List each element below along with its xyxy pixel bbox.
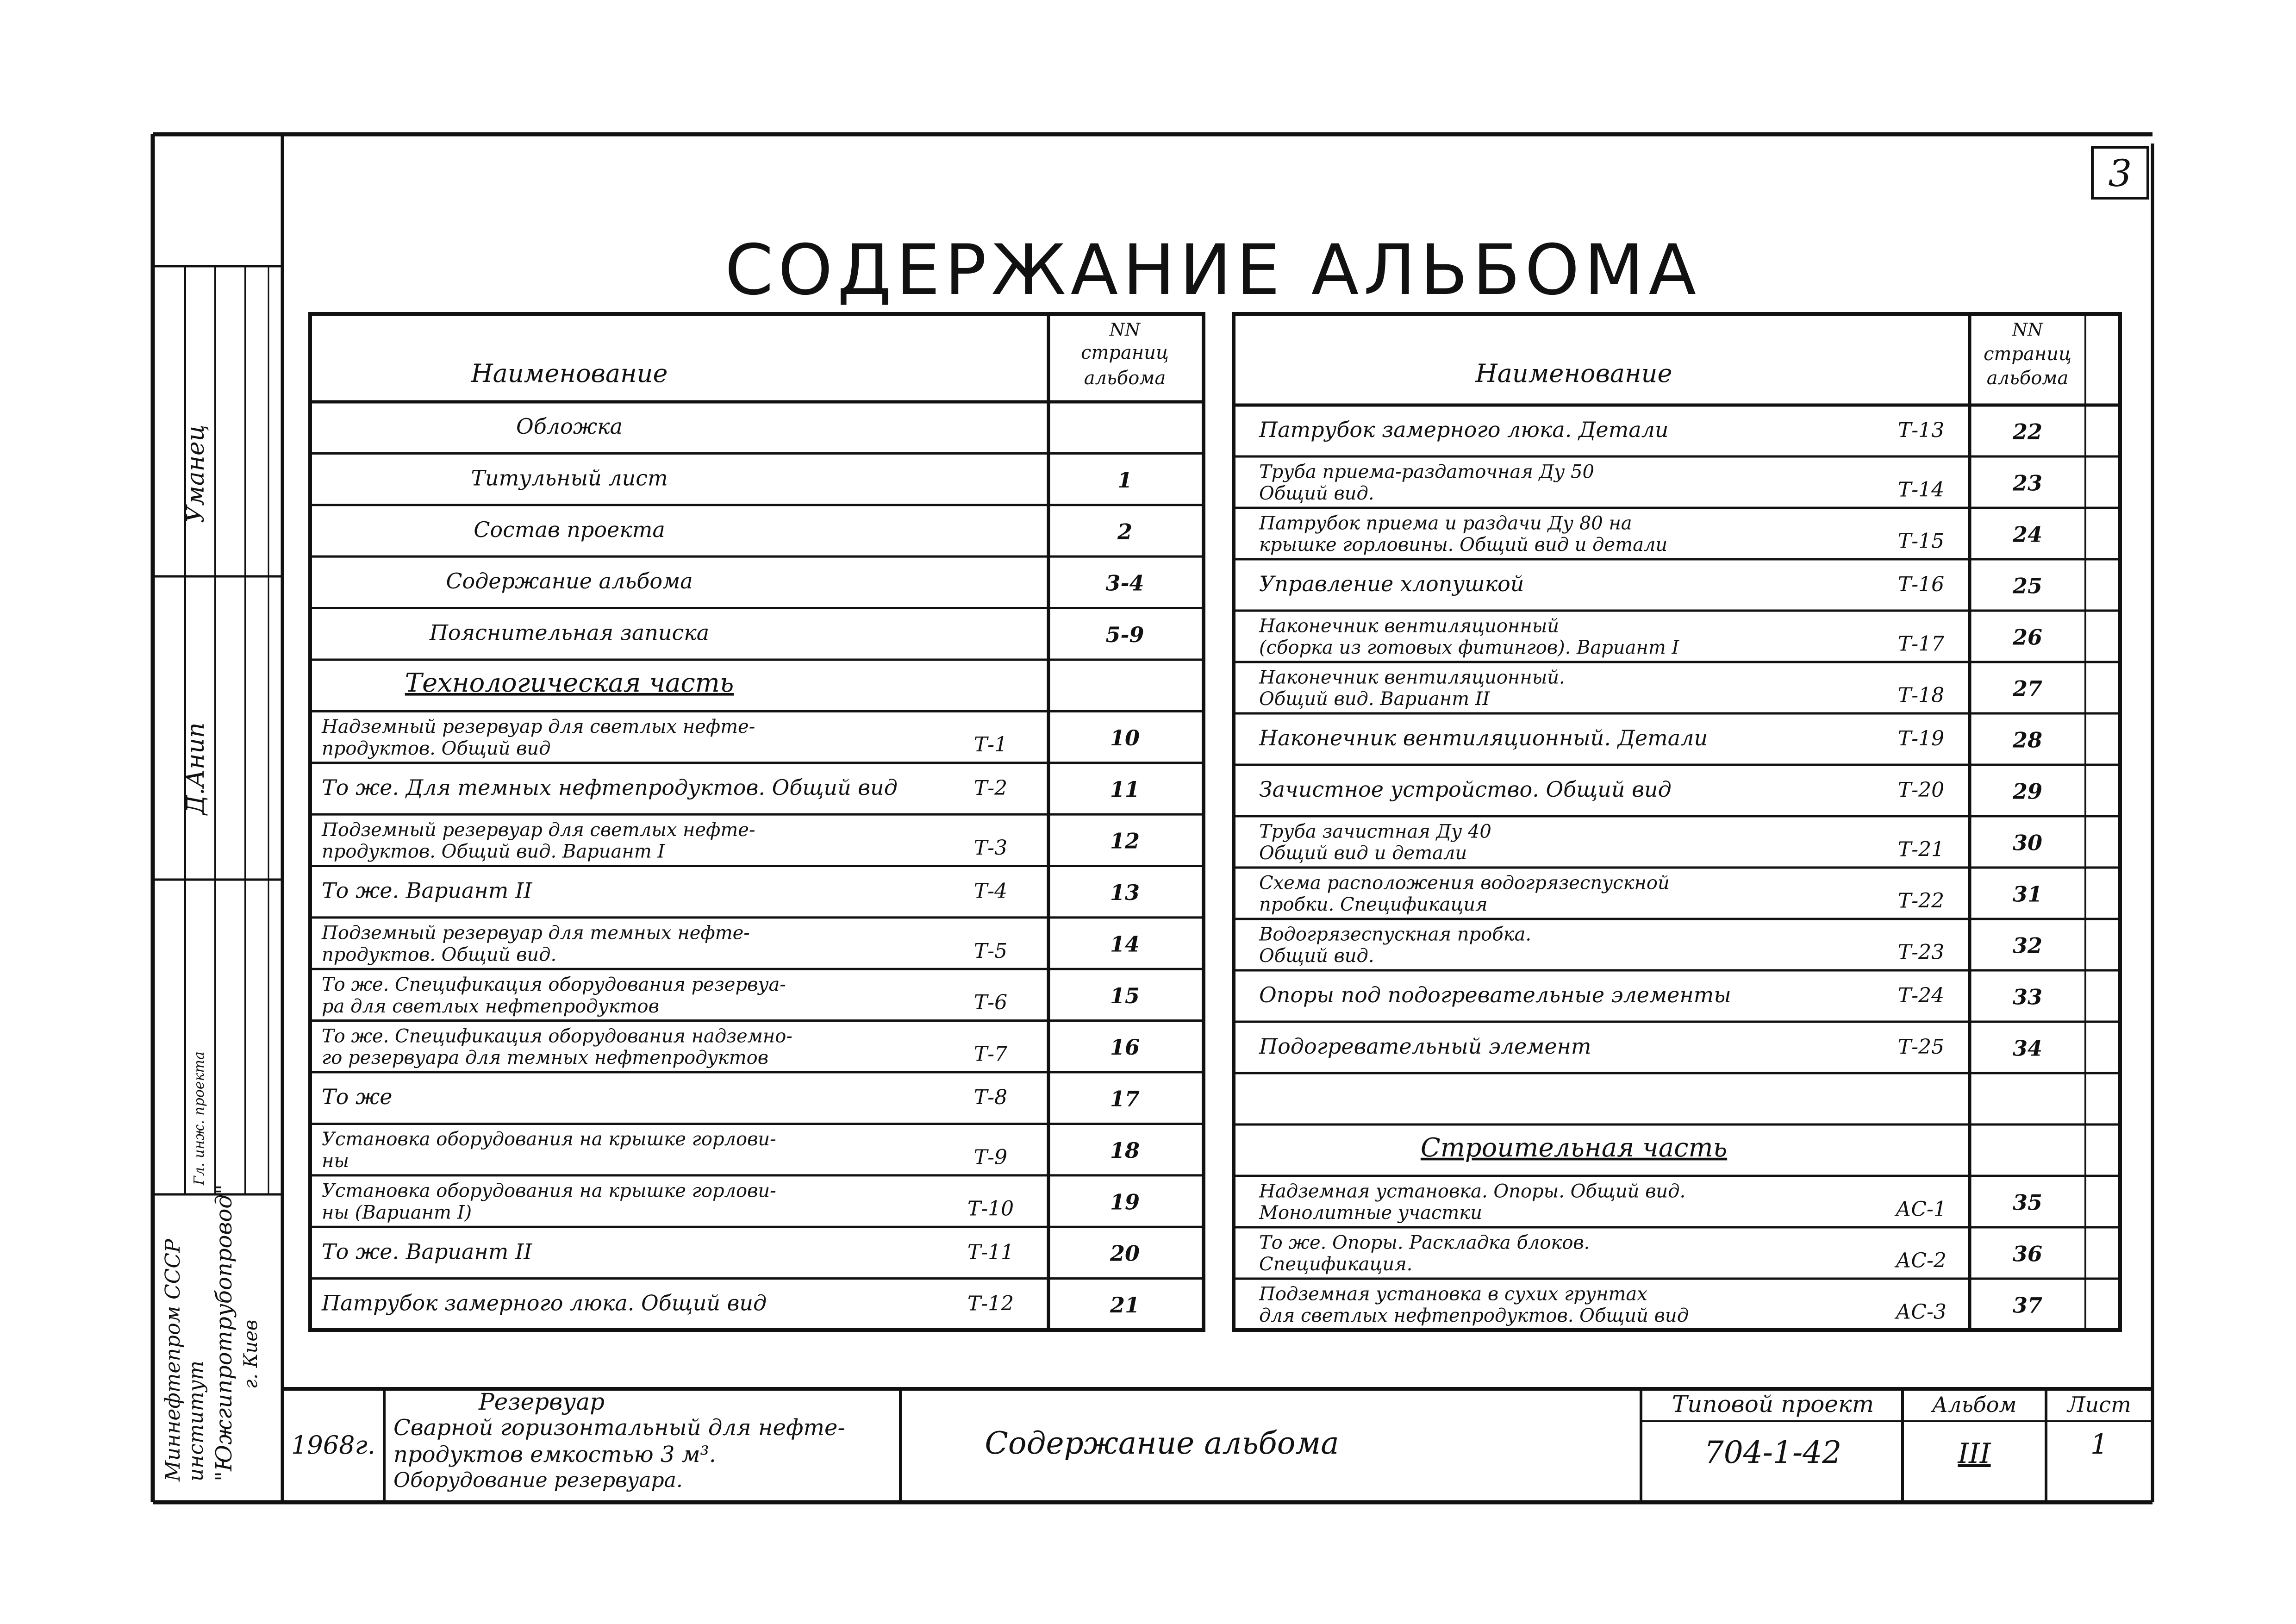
left-header-pages-3: альбома bbox=[1084, 368, 1166, 389]
album-title: СОДЕРЖАНИЕ АЛЬБОМА bbox=[724, 230, 1701, 311]
row-sheet-code: Т-20 bbox=[1897, 778, 1945, 802]
row-page-number: 36 bbox=[2012, 1241, 2043, 1267]
table-row bbox=[321, 819, 1140, 862]
row-name: Схема расположения водогрязеспускной bbox=[1259, 872, 1670, 894]
row-page-number: 16 bbox=[1110, 1035, 1140, 1060]
table-row bbox=[1259, 777, 2042, 804]
row-page-number: 17 bbox=[1110, 1086, 1140, 1112]
sheet-number: 3 bbox=[2108, 152, 2132, 195]
row-page-number: 27 bbox=[2012, 676, 2043, 701]
row-name: Установка оборудования на крышке горлови- bbox=[322, 1180, 776, 1202]
row-name: То же. Для темных нефтепродуктов. Общий вид bbox=[322, 775, 898, 800]
title-block-year: 1968г. bbox=[291, 1430, 375, 1460]
table-row bbox=[322, 1084, 1140, 1111]
row-page-number: 1 bbox=[1117, 467, 1133, 493]
row-name: Наконечник вентиляционный bbox=[1259, 615, 1560, 637]
table-row bbox=[1259, 616, 2042, 659]
row-name: Общий вид. bbox=[1259, 483, 1374, 505]
left-header-name: Наименование bbox=[471, 359, 668, 388]
title-block-sheet-value: 1 bbox=[2090, 1428, 2109, 1461]
left-header-pages-1: NN bbox=[1109, 319, 1141, 340]
row-page-number: 31 bbox=[2012, 881, 2043, 907]
row-name: То же bbox=[322, 1084, 393, 1110]
row-page-number: 2 bbox=[1117, 519, 1133, 544]
row-sheet-code: Т-1 bbox=[973, 733, 1008, 757]
row-sheet-code: Т-25 bbox=[1897, 1035, 1945, 1059]
row-name: Состав проекта bbox=[474, 517, 665, 542]
row-name: Надземный резервуар для светлых нефте- bbox=[322, 716, 755, 738]
table-row bbox=[322, 775, 1140, 802]
table-row bbox=[1259, 571, 2042, 598]
row-sheet-code: Т-17 bbox=[1897, 632, 1945, 656]
table-row bbox=[322, 1129, 1140, 1172]
row-name: Наконечник вентиляционный. bbox=[1259, 667, 1565, 688]
row-sheet-code: Т-13 bbox=[1897, 418, 1945, 442]
row-name: Титульный лист bbox=[471, 465, 668, 491]
title-block-album-value: III bbox=[1958, 1437, 1991, 1470]
table-row bbox=[1259, 1232, 2042, 1275]
row-sheet-code: Т-6 bbox=[973, 991, 1008, 1015]
row-name: Надземная установка. Опоры. Общий вид. bbox=[1259, 1181, 1686, 1202]
row-name: продуктов. Общий вид bbox=[322, 737, 551, 759]
right-contents-table bbox=[1234, 314, 2120, 1330]
title-block-object-1: Резервуар bbox=[478, 1388, 605, 1415]
row-sheet-code: Т-5 bbox=[973, 939, 1008, 963]
row-page-number: 3-4 bbox=[1105, 570, 1144, 596]
table-row bbox=[1259, 982, 2042, 1009]
table-row bbox=[321, 1291, 1140, 1318]
side-stamp bbox=[153, 266, 282, 1482]
row-name: продуктов. Общий вид. bbox=[322, 944, 557, 966]
row-page-number: 19 bbox=[1110, 1189, 1140, 1215]
row-name: То же. Вариант II bbox=[322, 878, 532, 903]
title-block bbox=[282, 1388, 2152, 1502]
row-page-number: 26 bbox=[2012, 625, 2043, 650]
row-name: Наконечник вентиляционный. Детали bbox=[1259, 725, 1708, 750]
row-page-number: 33 bbox=[2012, 984, 2043, 1010]
row-name: продуктов. Общий вид. Вариант I bbox=[322, 841, 665, 862]
table-row bbox=[1259, 924, 2042, 967]
table-row bbox=[322, 1239, 1140, 1266]
title-block-object-3: продуктов емкостью 3 м³. bbox=[393, 1442, 716, 1468]
table-row bbox=[429, 620, 1144, 647]
row-name: Содержание альбома bbox=[446, 568, 693, 594]
row-sheet-code: Т-16 bbox=[1897, 572, 1945, 596]
table-row bbox=[1259, 873, 2042, 916]
row-name: Водогрязеспускная пробка. bbox=[1259, 924, 1532, 945]
table-row bbox=[322, 974, 1140, 1017]
table-row bbox=[1259, 1284, 2042, 1327]
table-row bbox=[516, 414, 623, 439]
row-name: Патрубок замерного люка. Общий вид bbox=[322, 1290, 767, 1316]
row-name: Общий вид. bbox=[1259, 945, 1374, 967]
row-name: ны (Вариант I) bbox=[322, 1202, 472, 1224]
row-sheet-code: Т-18 bbox=[1897, 683, 1945, 707]
row-sheet-code: АС-2 bbox=[1896, 1249, 1947, 1273]
section-heading: Технологическая часть bbox=[405, 668, 734, 699]
row-sheet-code: АС-3 bbox=[1896, 1300, 1947, 1324]
table-row bbox=[1259, 417, 2042, 444]
stamp-org-line-4: г. Киев bbox=[240, 1319, 262, 1389]
table-row bbox=[1259, 725, 2042, 752]
title-block-sheet-label: Лист bbox=[2067, 1392, 2131, 1417]
row-name: ны bbox=[322, 1150, 349, 1172]
section-heading: Строительная часть bbox=[1420, 1132, 1728, 1163]
row-name: ра для светлых нефтепродуктов bbox=[322, 995, 659, 1017]
row-name: То же. Вариант II bbox=[322, 1239, 532, 1264]
row-name: Обложка bbox=[516, 414, 623, 439]
row-sheet-code: Т-19 bbox=[1897, 726, 1945, 750]
row-sheet-code: Т-7 bbox=[973, 1042, 1008, 1066]
row-name: Подогревательный элемент bbox=[1259, 1033, 1591, 1059]
left-header-pages-2: страниц bbox=[1081, 342, 1169, 363]
title-block-project-number: 704-1-42 bbox=[1704, 1435, 1842, 1470]
row-name: Подземный резервуар для темных нефте- bbox=[322, 922, 750, 944]
row-name: Установка оборудования на крышке горлови- bbox=[322, 1129, 776, 1150]
stamp-signature-2: Д.Анип bbox=[182, 722, 210, 815]
row-name: Монолитные участки bbox=[1259, 1202, 1482, 1224]
left-contents-table bbox=[310, 314, 1204, 1330]
stamp-org-line-1: Миннефтепром СССР bbox=[161, 1239, 185, 1481]
row-name: (сборка из готовых фитингов). Вариант I bbox=[1259, 637, 1679, 659]
title-block-project-label: Типовой проект bbox=[1672, 1391, 1874, 1418]
row-sheet-code: Т-8 bbox=[973, 1086, 1008, 1110]
row-sheet-code: Т-12 bbox=[967, 1292, 1014, 1316]
row-sheet-code: Т-4 bbox=[973, 879, 1008, 903]
row-sheet-code: Т-24 bbox=[1897, 983, 1945, 1007]
row-page-number: 14 bbox=[1110, 931, 1140, 957]
row-page-number: 24 bbox=[2012, 522, 2043, 547]
row-sheet-code: Т-2 bbox=[973, 776, 1008, 800]
row-name: То же. Спецификация оборудования резервуа- bbox=[322, 974, 786, 996]
row-name: То же. Спецификация оборудования надземно- bbox=[322, 1025, 792, 1047]
row-sheet-code: Т-22 bbox=[1897, 889, 1945, 913]
row-page-number: 21 bbox=[1110, 1293, 1140, 1318]
stamp-org-line-3: "Южгипротрубопровод" bbox=[211, 1184, 237, 1481]
row-sheet-code: Т-9 bbox=[973, 1145, 1008, 1169]
right-header-pages-1: NN bbox=[2012, 319, 2043, 340]
row-name: Труба зачистная Ду 40 bbox=[1259, 821, 1491, 843]
row-sheet-code: Т-21 bbox=[1897, 837, 1945, 862]
row-sheet-code: Т-14 bbox=[1897, 478, 1945, 502]
right-header-pages-2: страниц bbox=[1984, 344, 2071, 365]
table-row bbox=[321, 716, 1140, 759]
row-name: Опоры под подогревательные элементы bbox=[1259, 982, 1731, 1007]
row-name: Зачистное устройство. Общий вид bbox=[1259, 776, 1672, 802]
row-page-number: 37 bbox=[2012, 1293, 2043, 1318]
table-row bbox=[321, 923, 1140, 966]
title-block-object-4: Оборудование резервуара. bbox=[393, 1468, 683, 1492]
table-row bbox=[1259, 513, 2042, 556]
row-page-number: 11 bbox=[1110, 777, 1140, 802]
row-page-number: 28 bbox=[2012, 727, 2043, 753]
row-page-number: 15 bbox=[1110, 983, 1140, 1008]
row-name: Общий вид. Вариант II bbox=[1259, 688, 1490, 710]
row-page-number: 13 bbox=[1110, 880, 1140, 906]
row-page-number: 32 bbox=[2012, 933, 2043, 958]
row-page-number: 5-9 bbox=[1105, 622, 1144, 648]
right-header-pages-3: альбома bbox=[1986, 368, 2069, 389]
table-row bbox=[1259, 1034, 2042, 1061]
row-sheet-code: Т-10 bbox=[967, 1197, 1014, 1221]
table-row bbox=[1259, 1181, 2042, 1224]
row-name: крышке горловины. Общий вид и детали bbox=[1259, 534, 1668, 556]
row-name: Подземный резервуар для светлых нефте- bbox=[322, 819, 755, 841]
sheet-number-box bbox=[2092, 147, 2148, 198]
row-name: Труба приема-раздаточная Ду 50 bbox=[1259, 461, 1594, 483]
stamp-role-label: Гл. инж. проекта bbox=[191, 1051, 207, 1185]
row-page-number: 34 bbox=[2012, 1036, 2043, 1061]
left-row-lines bbox=[310, 453, 1204, 1278]
stamp-signature-1: Уманец bbox=[182, 424, 210, 523]
row-name: Пояснительная записка bbox=[429, 620, 710, 645]
table-row bbox=[322, 1181, 1140, 1224]
row-page-number: 22 bbox=[2012, 419, 2043, 444]
row-sheet-code: Т-23 bbox=[1897, 940, 1945, 964]
row-name: То же. Опоры. Раскладка блоков. bbox=[1259, 1232, 1590, 1254]
table-row bbox=[1259, 667, 2042, 710]
table-row bbox=[322, 878, 1140, 905]
row-sheet-code: Т-3 bbox=[973, 836, 1008, 860]
table-row bbox=[446, 568, 1144, 595]
row-name: Спецификация. bbox=[1259, 1254, 1413, 1275]
row-page-number: 29 bbox=[2012, 779, 2043, 804]
row-name: Подземная установка в сухих грунтах bbox=[1259, 1283, 1647, 1305]
row-sheet-code: Т-15 bbox=[1897, 529, 1945, 553]
row-name: го резервуара для темных нефтепродуктов bbox=[322, 1047, 768, 1069]
row-name: для светлых нефтепродуктов. Общий вид bbox=[1259, 1305, 1689, 1327]
table-row bbox=[474, 517, 1132, 544]
table-row bbox=[1259, 462, 2042, 505]
row-name: Патрубок замерного люка. Детали bbox=[1259, 417, 1669, 442]
right-header-name: Наименование bbox=[1475, 359, 1672, 388]
row-name: Общий вид и детали bbox=[1259, 843, 1467, 864]
stamp-org-line-2: институт bbox=[184, 1361, 208, 1481]
row-page-number: 12 bbox=[1110, 828, 1140, 854]
row-page-number: 30 bbox=[2012, 830, 2043, 856]
table-row bbox=[1421, 1133, 1727, 1163]
row-page-number: 10 bbox=[1110, 725, 1140, 750]
table-row bbox=[405, 668, 734, 698]
row-sheet-code: АС-1 bbox=[1896, 1197, 1947, 1221]
table-row bbox=[322, 1025, 1140, 1068]
row-sheet-code: Т-11 bbox=[967, 1240, 1014, 1264]
title-block-album-label: Альбом bbox=[1932, 1392, 2017, 1417]
table-row bbox=[1259, 821, 2042, 864]
row-name: пробки. Спецификация bbox=[1259, 894, 1488, 916]
row-name: Патрубок приема и раздачи Ду 80 на bbox=[1259, 512, 1632, 534]
row-page-number: 23 bbox=[2012, 470, 2043, 496]
table-row bbox=[471, 465, 1132, 492]
row-page-number: 20 bbox=[1110, 1241, 1140, 1266]
row-name: Управление хлопушкой bbox=[1259, 571, 1524, 596]
row-page-number: 18 bbox=[1110, 1137, 1140, 1163]
row-page-number: 35 bbox=[2012, 1190, 2043, 1215]
row-page-number: 25 bbox=[2012, 573, 2043, 599]
title-block-sheet-title: Содержание альбома bbox=[985, 1425, 1339, 1461]
title-block-object-2: Сварной горизонтальный для нефте- bbox=[393, 1415, 845, 1441]
